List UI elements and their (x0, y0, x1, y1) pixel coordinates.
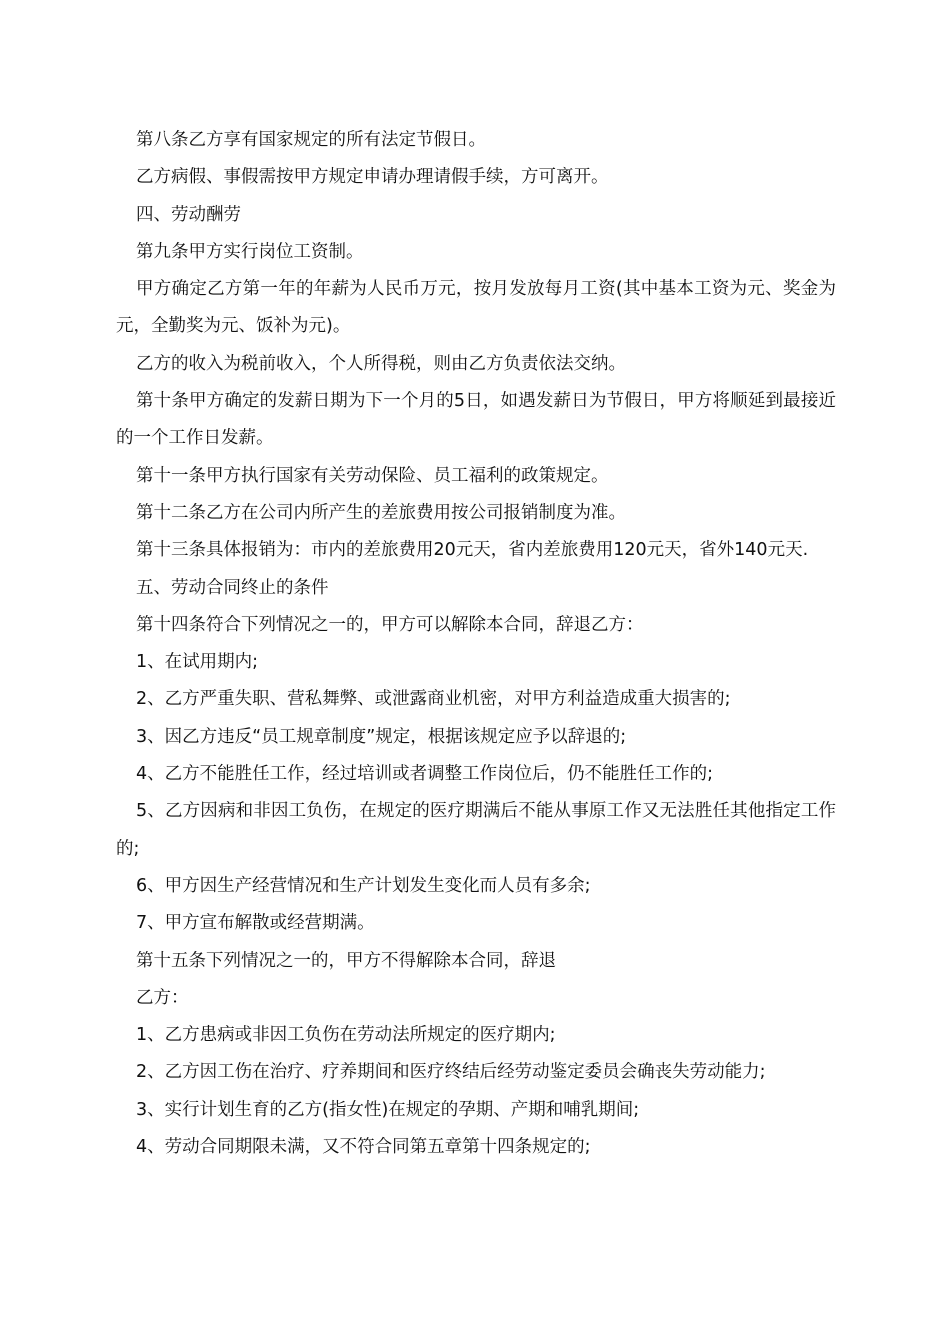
document-body (116, 122, 836, 1166)
paragraph-article-15: 第十五条下列情况之一的，甲方不得解除本合同，辞退 (136, 950, 556, 971)
list-item-15-1: 1、乙方患病或非因工负伤在劳动法所规定的医疗期内; (136, 1025, 556, 1046)
paragraph-article-15-continued: 乙方： (136, 987, 189, 1008)
paragraph-article-9: 第九条甲方实行岗位工资制。 (136, 241, 364, 262)
section-heading-remuneration: 四、劳动酬劳 (136, 204, 241, 225)
list-item-14-3: 3、因乙方违反“员工规章制度”规定，根据该规定应予以辞退的; (136, 726, 627, 747)
list-item-15-4: 4、劳动合同期限未满，又不符合同第五章第十四条规定的; (136, 1137, 591, 1158)
paragraph-income-tax: 乙方的收入为税前收入，个人所得税，则由乙方负责依法交纳。 (136, 353, 626, 374)
list-item-14-4: 4、乙方不能胜任工作，经过培训或者调整工作岗位后，仍不能胜任工作的; (136, 764, 714, 785)
list-item-15-2: 2、乙方因工伤在治疗、疗养期间和医疗终结后经劳动鉴定委员会确丧失劳动能力; (136, 1062, 766, 1083)
list-item-15-3: 3、实行计划生育的乙方(指女性)在规定的孕期、产期和哺乳期间; (136, 1099, 640, 1120)
paragraph-article-10: 第十条甲方确定的发薪日期为下一个月的5日，如遇发薪日为节假日，甲方将顺延到最接近的一个工作日发薪。 (116, 391, 836, 449)
paragraph-article-14: 第十四条符合下列情况之一的，甲方可以解除本合同，辞退乙方： (136, 614, 644, 635)
section-heading-termination: 五、劳动合同终止的条件 (136, 577, 329, 598)
list-item-14-5: 5、乙方因病和非因工负伤，在规定的医疗期满后不能从事原工作又无法胜任其他指定工作的; (116, 801, 836, 859)
list-item-14-7: 7、甲方宣布解散或经营期满。 (136, 913, 375, 934)
list-item-14-1: 1、在试用期内; (136, 652, 259, 673)
list-item-14-2: 2、乙方严重失职、营私舞弊、或泄露商业机密，对甲方利益造成重大损害的; (136, 689, 731, 710)
paragraph-article-13: 第十三条具体报销为：市内的差旅费用20元天，省内差旅费用120元天，省外140元天. (136, 540, 809, 561)
paragraph-article-12: 第十二条乙方在公司内所产生的差旅费用按公司报销制度为准。 (136, 502, 626, 523)
paragraph-leave-procedure: 乙方病假、事假需按甲方规定申请办理请假手续，方可离开。 (136, 167, 609, 188)
list-item-14-6: 6、甲方因生产经营情况和生产计划发生变化而人员有多余; (136, 875, 591, 896)
paragraph-article-8: 第八条乙方享有国家规定的所有法定节假日。 (136, 130, 486, 150)
paragraph-annual-salary: 甲方确定乙方第一年的年薪为人民币万元，按月发放每月工资(其中基本工资为元、奖金为元，全勤奖为元、饭补为元)。 (116, 279, 836, 337)
paragraph-article-11: 第十一条甲方执行国家有关劳动保险、员工福利的政策规定。 (136, 465, 609, 486)
